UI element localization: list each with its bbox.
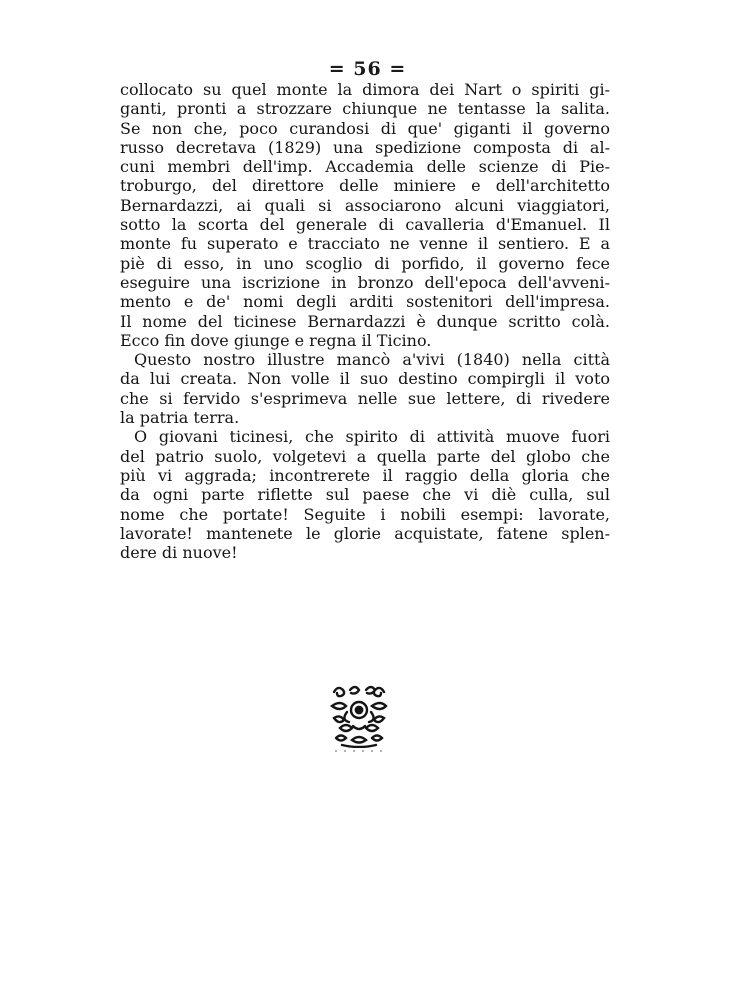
text-line: mento e de' nomi degli arditi sostenitori dell'impresa. xyxy=(120,292,610,312)
text-line: ganti, pronti a strozzare chiunque ne tentasse la salita. xyxy=(120,99,610,119)
text-line: russo decretava (1829) una spedizione composta di al- xyxy=(120,137,610,157)
text-line: collocato su quel monte la dimora dei Nart o spiriti gi- xyxy=(120,80,610,99)
text-line: del patrio suolo, volgetevi a quella parte del globo che xyxy=(120,446,610,466)
text-line: Il nome del ticinese Bernardazzi è dunque scritto colà. xyxy=(120,311,610,331)
text-line: monte fu superato e tracciato ne venne il sentiero. E a xyxy=(120,234,610,254)
text-line: Ecco fin dove giunge e regna il Ticino. xyxy=(120,330,432,350)
text-line: più vi aggrada; incontrerete il raggio della gloria che xyxy=(120,465,610,485)
text-line: da ogni parte riflette sul paese che vi diè culla, sul xyxy=(120,485,610,505)
text-line: cuni membri dell'imp. Accademia delle scienze di Pie- xyxy=(120,157,610,177)
text-line: nome che portate! Seguite i nobili esempi: lavorate, xyxy=(120,504,610,524)
text-line: Se non che, poco curandosi di que' giganti il governo xyxy=(120,118,610,138)
text-line: dere di nuove! xyxy=(120,543,238,563)
body-text xyxy=(120,80,610,562)
text-line: O giovani ticinesi, che spirito di attività muove fuori xyxy=(134,427,610,447)
page-number: = 56 = xyxy=(328,58,407,80)
floral-tailpiece-icon xyxy=(328,682,390,748)
text-line: eseguire una iscrizione in bronzo dell'epoca dell'avveni- xyxy=(120,272,610,292)
text-line: la patria terra. xyxy=(120,408,240,428)
text-line: che si fervido s'esprimeva nelle sue lettere, di rivedere xyxy=(120,388,610,408)
text-line: sotto la scorta del generale di cavalleria d'Emanuel. Il xyxy=(120,215,610,235)
text-line: piè di esso, in uno scoglio di porfido, il governo fece xyxy=(120,253,610,273)
text-line: Questo nostro illustre mancò a'vivi (1840) nella città xyxy=(134,350,610,370)
ornament-dots xyxy=(330,748,392,754)
text-line: troburgo, del direttore delle miniere e dell'architetto xyxy=(120,176,610,196)
text-line: da lui creata. Non volle il suo destino compirgli il voto xyxy=(120,369,610,389)
text-line: Bernardazzi, ai quali si associarono alcuni viaggiatori, xyxy=(120,195,610,215)
text-line: lavorate! mantenete le glorie acquistate, fatene splen- xyxy=(120,523,610,543)
